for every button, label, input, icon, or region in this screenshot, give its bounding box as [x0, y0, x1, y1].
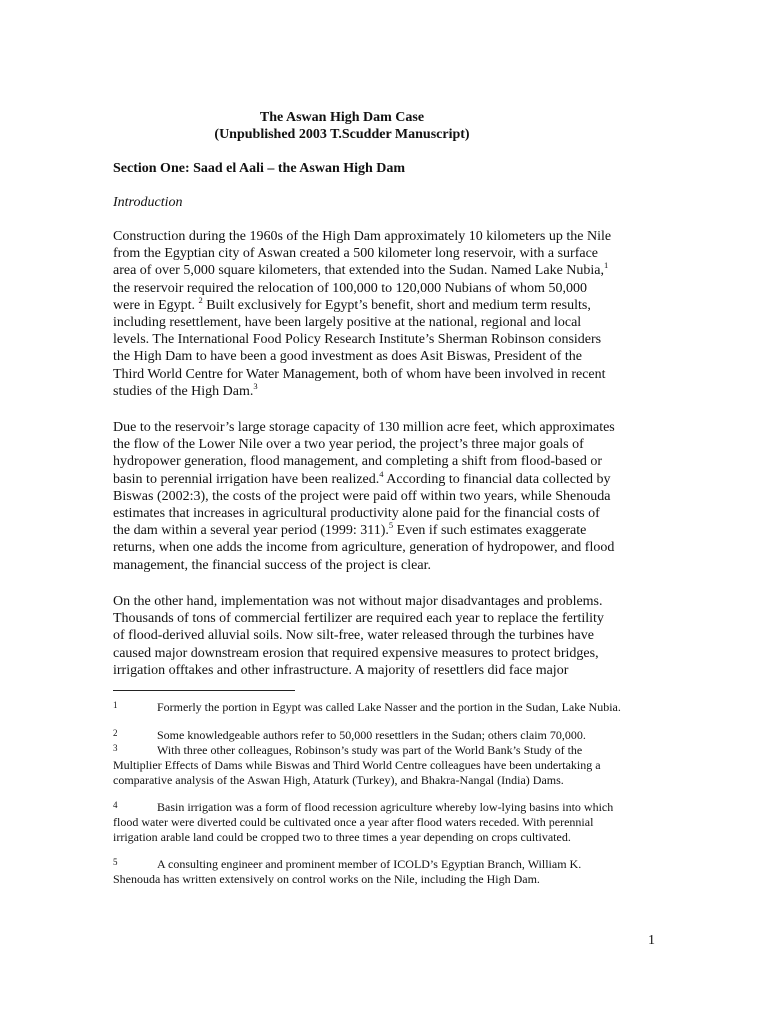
text-span: were in Egypt. — [113, 297, 196, 313]
footnote-text: Formerly the portion in Egypt was called Lake Nasser and the portion in the Sudan, Lake Nubia. — [157, 700, 621, 714]
footnote-ref-4: 4 — [379, 468, 384, 479]
text-line: from the Egyptian city of Aswan created a 500 kilometer long reservoir, with a surface — [113, 246, 598, 262]
text-line: hydropower generation, flood management, and completing a shift from flood-based or — [113, 454, 603, 470]
text-line — [113, 262, 658, 279]
footnote-ref-3: 3 — [253, 380, 258, 391]
text-line: of flood-derived alluvial soils. Now silt-free, water released through the turbines have — [113, 628, 594, 644]
text-span: area of over 5,000 square kilometers, that extended into the Sudan. Named Lake Nubia, — [113, 263, 605, 279]
footnote-line: Shenouda has written extensively on control works on the Nile, including the High Dam. — [113, 872, 540, 886]
footnote-line: comparative analysis of the Aswan High, Ataturk (Turkey), and Bhakra-Nangal (India) Dams. — [113, 773, 564, 787]
page-number: 1 — [648, 933, 655, 948]
paragraph-introduction — [113, 228, 658, 400]
footnote-line: irrigation arable land could be cropped two to three times a year depending on crops cultivated. — [113, 830, 571, 844]
footnote-separator — [113, 690, 295, 691]
text-line — [113, 468, 658, 488]
document-title: The Aswan High Dam Case — [259, 110, 425, 125]
text-line: the flow of the Lower Nile over a two year period, the project’s three major goals of — [113, 437, 584, 453]
footnote-ref-1: 1 — [604, 260, 609, 271]
footnote-text: A consulting engineer and prominent member of ICOLD’s Egyptian Branch, William K. — [157, 857, 582, 871]
document-subtitle: (Unpublished 2003 T.Scudder Manuscript) — [214, 127, 470, 142]
text-span: the dam within a several year period (1999: 311). — [113, 523, 389, 539]
footnote-line: 5 A consulting engineer and prominent member of ICOLD’s Egyptian Branch, William K. — [113, 857, 582, 871]
introduction-heading: Introduction — [113, 195, 183, 210]
section-heading: Section One: Saad el Aali – the Aswan High Dam — [113, 161, 406, 176]
text-span: studies of the High Dam. — [113, 383, 254, 399]
text-line: returns, when one adds the income from agriculture, generation of hydropower, and flood — [113, 540, 615, 556]
paragraph-financial — [113, 419, 658, 574]
footnote-1 — [113, 700, 658, 715]
footnote-line: 4 Basin irrigation was a form of flood recession agriculture whereby low-lying basins into which — [113, 800, 614, 814]
text-line: Biswas (2002:3), the costs of the project were paid off within two years, while Shenouda — [113, 488, 611, 504]
text-line: estimates that increases in agricultural productivity alone paid for the financial costs of — [113, 506, 600, 522]
footnote-5 — [113, 857, 658, 887]
footnote-line: Multiplier Effects of Dams while Biswas and Third World Centre colleagues have been undertaking a — [113, 758, 601, 772]
text-span: basin to perennial irrigation have been realized. — [113, 471, 380, 487]
footnote-text: With three other colleagues, Robinson’s study was part of the World Bank’s Study of the — [157, 743, 583, 757]
text-line: On the other hand, implementation was not without major disadvantages and problems. — [113, 594, 603, 609]
text-line — [113, 522, 658, 539]
text-span: According to financial data collected by — [383, 471, 611, 487]
text-span: Even if such estimates exaggerate — [393, 523, 587, 539]
text-line: Construction during the 1960s of the High Dam approximately 10 kilometers up the Nile — [113, 229, 612, 244]
text-line: Third World Centre for Water Management, both of whom have been involved in recent — [113, 366, 606, 382]
text-line: irrigation offtakes and other infrastructure. A majority of resettlers did face major — [113, 662, 569, 678]
footnote-line: 2 Some knowledgeable authors refer to 50,000 resettlers in the Sudan; others claim 70,000. — [113, 728, 586, 742]
text-line — [113, 294, 658, 314]
footnote-line: 1 Formerly the portion in Egypt was called Lake Nasser and the portion in the Sudan, Lake Nubia. — [113, 700, 621, 714]
footnote-ref-2: 2 — [198, 294, 203, 305]
footnote-2-3 — [113, 728, 658, 788]
text-line: Due to the reservoir’s large storage capacity of 130 million acre feet, which approximates — [113, 420, 615, 435]
paragraph-problems — [113, 593, 658, 679]
text-line: management, the financial success of the project is clear. — [113, 557, 431, 573]
footnote-4 — [113, 800, 658, 845]
text-line — [113, 380, 658, 400]
text-line: Thousands of tons of commercial fertilizer are required each year to replace the fertility — [113, 611, 604, 627]
text-line: the reservoir required the relocation of 100,000 to 120,000 Nubians of whom 50,000 — [113, 280, 587, 296]
text-line: levels. The International Food Policy Research Institute’s Sherman Robinson considers — [113, 332, 602, 348]
text-span: Built exclusively for Egypt’s benefit, short and medium term results, — [202, 297, 591, 313]
text-line: the High Dam to have been a good investment as does Asit Biswas, President of the — [113, 349, 582, 365]
footnote-line: flood water were diverted could be cultivated once a year after flood waters receded. With perennial — [113, 815, 594, 829]
text-line: caused major downstream erosion that required expensive measures to protect bridges, — [113, 645, 599, 661]
text-line: including resettlement, have been largely positive at the national, regional and local — [113, 315, 582, 331]
footnote-text: Some knowledgeable authors refer to 50,000 resettlers in the Sudan; others claim 70,000. — [157, 728, 586, 742]
footnote-ref-5: 5 — [388, 520, 394, 531]
footnote-line: 3 With three other colleagues, Robinson’s study was part of the World Bank’s Study of the — [113, 743, 583, 757]
footnote-text: Basin irrigation was a form of flood recession agriculture whereby low-lying basins into which — [157, 800, 614, 814]
